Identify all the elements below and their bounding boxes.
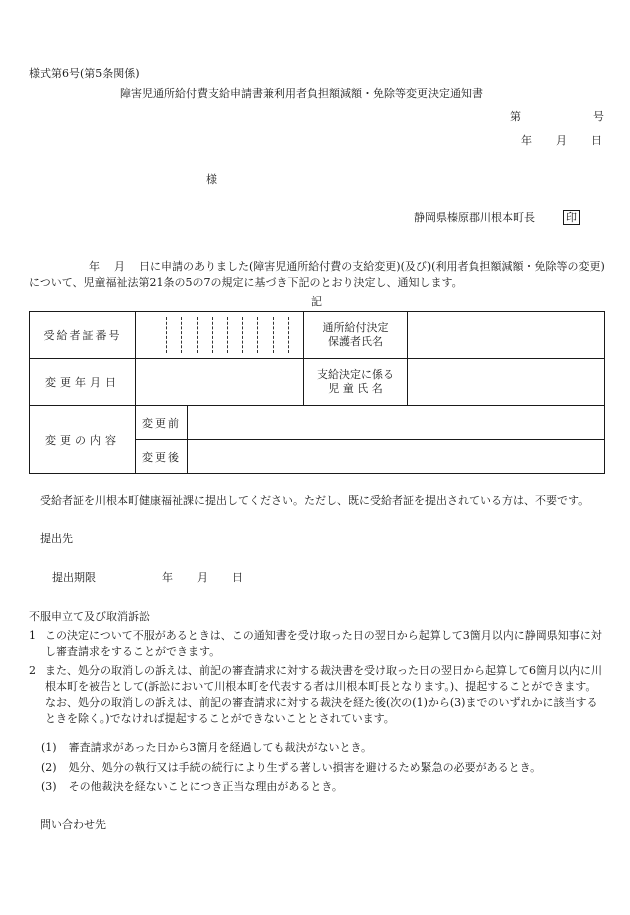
- ki-label: 記: [311, 295, 322, 308]
- digit-box: [197, 317, 212, 353]
- intro-text: 日に申請のありました(障害児通所給付費の支給変更)(及び)(利用者負担額減額・免除等の変更)について、児童福祉法第21条の5の7の規定に基づき下記のとおり決定し、通知します。: [29, 260, 605, 289]
- issue-date-year: 年: [521, 134, 532, 147]
- before-change-label: 変更前: [136, 406, 188, 440]
- sub-item-1-text: 審査請求があった日から3箇月を経過しても裁決がないとき。: [68, 741, 373, 754]
- form-number: 様式第6号(第5条関係): [29, 67, 140, 80]
- submit-to-label: 提出先: [40, 532, 73, 545]
- intro-year: 年: [89, 260, 100, 273]
- digit-box: [288, 317, 303, 353]
- sub-item-3-text: その他裁決を経ないことにつき正当な理由があるとき。: [68, 780, 343, 793]
- deadline-line: [52, 571, 243, 585]
- recipient-number-boxes: [136, 312, 304, 359]
- submission-note: 受給者証を川根本町健康福祉課に提出してください。ただし、既に受給者証を提出されている方は、不要です。: [40, 494, 590, 507]
- doc-number: [510, 110, 604, 124]
- after-change-value: [188, 440, 605, 474]
- digit-box: [242, 317, 257, 353]
- deadline-year: 年: [162, 571, 173, 584]
- issue-date: [521, 134, 602, 148]
- sub-item-1-number: (1): [41, 741, 57, 754]
- digit-box: [273, 317, 288, 353]
- contact-label: 問い合わせ先: [40, 818, 106, 831]
- sub-item-3: [41, 780, 343, 794]
- digit-box: [257, 317, 272, 353]
- issue-date-day: 日: [591, 134, 602, 147]
- child-label-line1: 支給決定に係る: [317, 368, 394, 381]
- recipient-number-label: 受給者証番号: [30, 312, 136, 359]
- sub-item-1: [41, 741, 372, 755]
- deadline-day: 日: [232, 571, 243, 584]
- appeal-item-1-number: 1: [29, 629, 36, 642]
- digit-box: [181, 317, 196, 353]
- sub-item-3-number: (3): [41, 780, 57, 793]
- change-content-label: 変更の内容: [30, 406, 136, 474]
- appeal-item-1-text: この決定について不服があるときは、この通知書を受け取った日の翌日から起算して3箇月以内に静岡県知事に対し審査請求をすることができます。: [45, 629, 602, 658]
- guardian-name-label: [304, 312, 408, 359]
- deadline-label: 提出期限: [52, 571, 96, 584]
- sub-item-2-text: 処分、処分の執行又は手続の続行により生ずる著しい損害を避けるため緊急の必要があるとき。: [68, 761, 542, 774]
- change-date-value: [136, 359, 304, 406]
- appeal-item-1: [29, 628, 605, 660]
- sub-item-2: [41, 761, 541, 775]
- guardian-label-line1: 通所給付決定: [322, 321, 389, 334]
- child-name-value: [408, 359, 605, 406]
- guardian-name-value: [408, 312, 605, 359]
- deadline-month: 月: [197, 571, 208, 584]
- intro-month: 月: [114, 260, 125, 273]
- after-change-label: 変更後: [136, 440, 188, 474]
- before-change-value: [188, 406, 605, 440]
- issuer-line: [414, 210, 580, 225]
- digit-box: [152, 317, 166, 353]
- appeal-heading: 不服申立て及び取消訴訟: [29, 610, 150, 623]
- appeal-item-2-number: 2: [29, 664, 36, 677]
- intro-paragraph: [29, 259, 605, 291]
- change-date-label: 変更年月日: [30, 359, 136, 406]
- seal-mark: 印: [563, 210, 580, 225]
- digit-box: [227, 317, 242, 353]
- addressee-suffix: 様: [206, 173, 217, 186]
- child-name-label: [304, 359, 408, 406]
- sub-item-2-number: (2): [41, 761, 57, 774]
- child-label-line2: 児 童 氏 名: [328, 382, 383, 395]
- digit-box: [166, 317, 181, 353]
- issuer-name: 静岡県榛原郡川根本町長: [414, 211, 535, 224]
- appeal-item-2-text: また、処分の取消しの訴えは、前記の審査請求に対する裁決書を受け取った日の翌日から起算して6箇月以内に川根本町を被告として(訴訟において川根本町を代表する者は川根本町長となります。)、提起することができます。なお、処分の取消しの訴えは、前記の審査請求に対する裁決を経た後(次の(1)から(3)までのいずれかに該当するときを除く。)でなければ提起することができないこととされています。: [45, 664, 602, 725]
- doc-number-prefix: 第: [510, 110, 521, 123]
- doc-number-suffix: 号: [593, 110, 604, 123]
- appeal-item-2: [29, 663, 605, 727]
- guardian-label-line2: 保護者氏名: [328, 335, 383, 348]
- decision-table: [29, 311, 605, 474]
- digit-box: [212, 317, 227, 353]
- document-title: 障害児通所給付費支給申請書兼利用者負担額減額・免除等変更決定通知書: [120, 87, 483, 100]
- issue-date-month: 月: [556, 134, 567, 147]
